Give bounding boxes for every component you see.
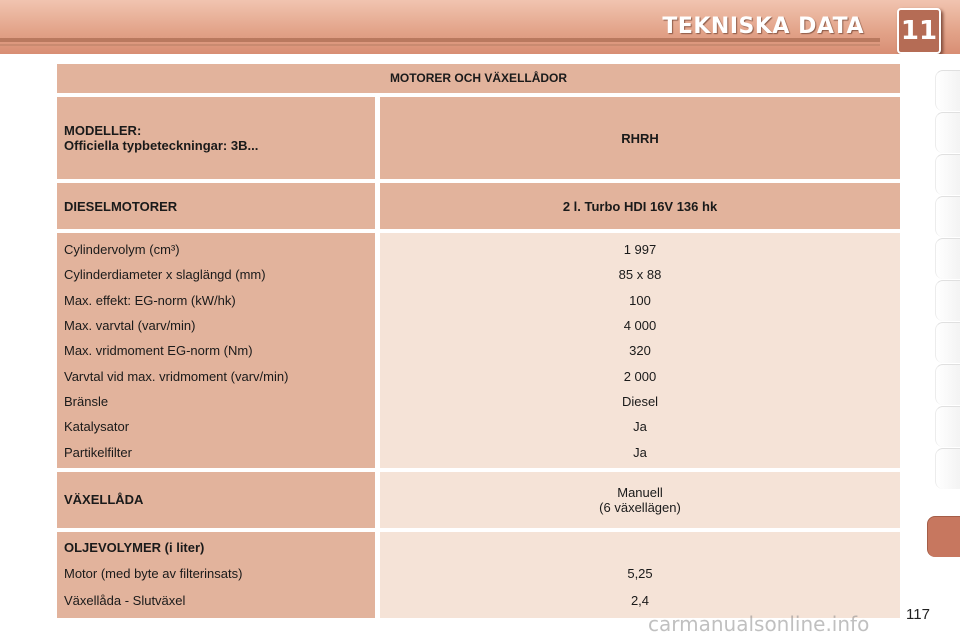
header-stripe-thin [0, 44, 880, 46]
spec-value: 1 997 [623, 242, 657, 258]
gearbox-type: Manuell [617, 484, 663, 500]
oil-labels [57, 532, 375, 618]
gearbox-label: VÄXELLÅDA [57, 472, 375, 528]
spec-value: Ja [633, 419, 647, 435]
spec-value: 320 [629, 343, 651, 359]
chapter-number-badge: 11 [897, 8, 941, 54]
oil-row [57, 532, 900, 618]
chapter-tab[interactable] [935, 196, 960, 237]
spec-label: Cylindervolym (cm³) [64, 242, 180, 258]
spec-value: Diesel [621, 393, 659, 409]
gearbox-row [57, 472, 900, 528]
type-designation-label: Officiella typbeteckningar: 3B... [64, 138, 259, 153]
chapter-tab-strip [928, 64, 960, 574]
diesel-value: 2 l. Turbo HDI 16V 136 hk [380, 183, 900, 229]
models-label: MODELLER: [64, 123, 142, 138]
diesel-label: DIESELMOTORER [57, 183, 375, 229]
oil-value: 2,4 [630, 592, 650, 608]
chapter-tab[interactable] [935, 280, 960, 321]
table-title-row [57, 64, 900, 93]
spec-label: Max. vridmoment EG-norm (Nm) [64, 343, 253, 359]
gearbox-gears: (6 växellägen) [599, 499, 681, 515]
spec-value: Ja [633, 444, 647, 460]
specs-values [380, 233, 900, 468]
spec-label: Max. varvtal (varv/min) [64, 318, 196, 334]
oil-value: 5,25 [627, 565, 653, 581]
page-header [0, 0, 960, 54]
diesel-row [57, 183, 900, 229]
spec-label: Varvtal vid max. vridmoment (varv/min) [64, 368, 289, 384]
spec-value: 2 000 [623, 368, 657, 384]
oil-heading: OLJEVOLYMER (i liter) [64, 540, 205, 556]
specs-labels [57, 233, 375, 468]
models-label-cell [57, 97, 375, 179]
oil-values [380, 532, 900, 618]
chapter-tab[interactable] [935, 70, 960, 111]
page-number: 117 [906, 606, 930, 623]
oil-heading-spacer [387, 536, 893, 560]
chapter-tab[interactable] [935, 448, 960, 489]
specs-table [57, 64, 900, 622]
table-title: MOTORER OCH VÄXELLÅDOR [57, 64, 900, 93]
spec-value: 4 000 [623, 318, 657, 334]
chapter-tab[interactable] [935, 406, 960, 447]
page-title: TEKNISKA DATA [662, 14, 864, 39]
models-value: RHRH [380, 97, 900, 179]
spec-label: Max. effekt: EG-norm (kW/hk) [64, 292, 236, 308]
chapter-tab[interactable] [935, 238, 960, 279]
specs-row [57, 233, 900, 468]
oil-label: Växellåda - Slutväxel [64, 592, 186, 608]
spec-value: 85 x 88 [618, 267, 662, 283]
chapter-tab[interactable] [935, 364, 960, 405]
oil-label: Motor (med byte av filterinsats) [64, 565, 243, 581]
chapter-tab[interactable] [935, 154, 960, 195]
watermark: carmanualsonline.info [648, 612, 870, 636]
spec-label: Partikelfilter [64, 444, 132, 460]
chapter-tab[interactable] [935, 112, 960, 153]
spec-label: Bränsle [64, 393, 109, 409]
spec-label: Cylinderdiameter x slaglängd (mm) [64, 267, 266, 283]
chapter-tab[interactable] [935, 322, 960, 363]
gearbox-value [380, 472, 900, 528]
spec-label: Katalysator [64, 419, 130, 435]
chapter-tab-active[interactable] [927, 516, 960, 557]
spec-value: 100 [629, 292, 651, 308]
models-row [57, 97, 900, 179]
